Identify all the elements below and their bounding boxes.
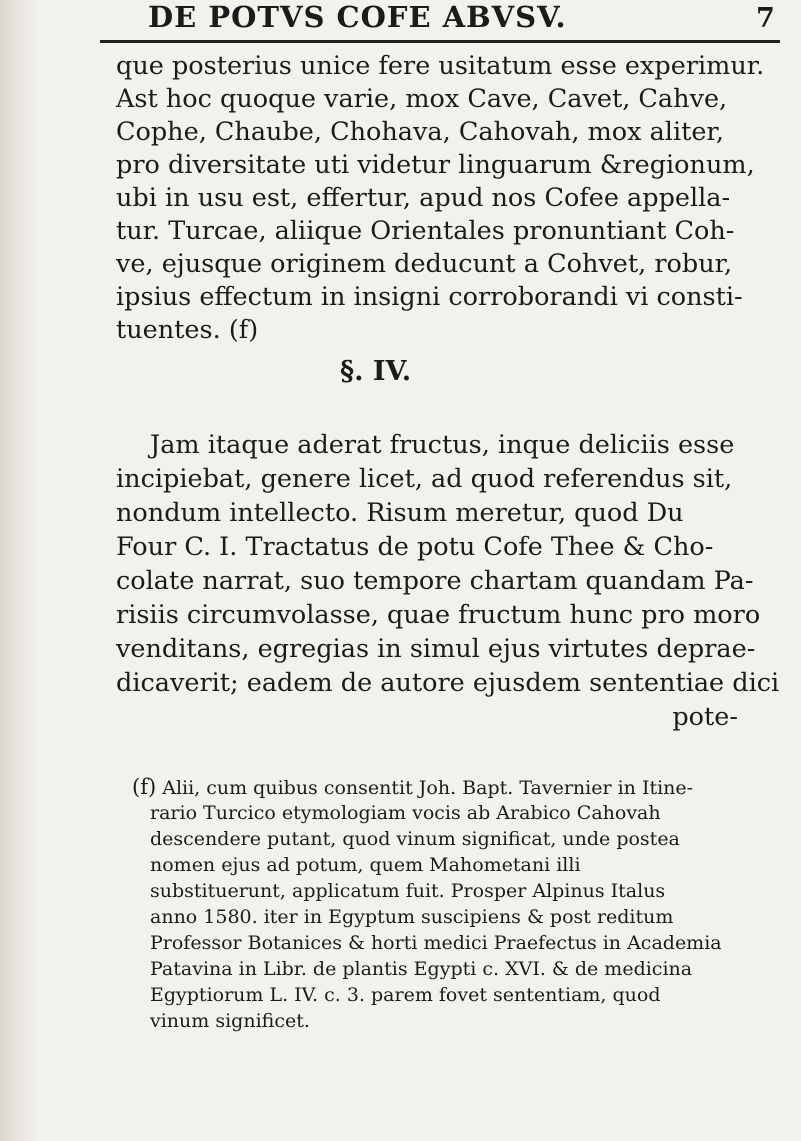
footnote-marker: (f) — [132, 775, 157, 799]
paragraph-1 — [116, 50, 788, 347]
text-line: tuentes. (f) — [116, 315, 259, 345]
text-line: incipiebat, genere licet, ad quod referendus sit, — [116, 464, 733, 494]
footnote — [116, 774, 788, 1034]
section-heading: §. IV. — [340, 356, 412, 387]
text-line: nondum intellecto. Risum meretur, quod Du — [116, 498, 684, 528]
catchword: pote- — [672, 702, 738, 732]
footnote-line: nomen ejus ad potum, quem Mahometani illi — [150, 854, 581, 876]
text-line: Cophe, Chaube, Chohava, Cahovah, mox aliter, — [116, 117, 724, 147]
footnote-line: descendere putant, quod vinum significat, unde postea — [150, 828, 680, 850]
footnote-line: Professor Botanices & horti medici Praefectus in Academia — [150, 932, 722, 954]
header-rule — [100, 40, 780, 43]
text-line: venditans, egregias in simul ejus virtutes deprae- — [116, 634, 756, 664]
footnote-text: Alii, cum quibus consentit Joh. Bapt. Tavernier in Itine- — [162, 777, 694, 799]
text-line: dicaverit; eadem de autore ejusdem sententiae dici — [116, 668, 780, 698]
binding-gutter — [0, 0, 38, 1141]
footnote-line: substituerunt, applicatum fuit. Prosper Alpinus Italus — [150, 880, 666, 902]
text-line: Jam itaque aderat fructus, inque deliciis esse — [150, 430, 735, 460]
footnote-line: rario Turcico etymologiam vocis ab Arabico Cahovah — [150, 802, 661, 824]
footnote-line: Patavina in Libr. de plantis Egypti c. XVI. & de medicina — [150, 958, 693, 980]
footnote-line: Egyptiorum L. IV. c. 3. parem fovet sententiam, quod — [150, 984, 661, 1006]
footnote-line: anno 1580. iter in Egyptum suscipiens & post reditum — [150, 906, 674, 928]
page-number: 7 — [756, 3, 775, 34]
footnote-line — [116, 774, 788, 800]
text-line: ubi in usu est, effertur, apud nos Cofee appella- — [116, 183, 731, 213]
text-line: ipsius effectum in insigni corroborandi vi consti- — [116, 282, 743, 312]
running-title: DE POTVS COFE ABVSV. — [148, 0, 567, 34]
text-line: tur. Turcae, aliique Orientales pronuntiant Coh- — [116, 216, 735, 246]
text-line: colate narrat, suo tempore chartam quandam Pa- — [116, 566, 754, 596]
text-line: que posterius unice fere usitatum esse experimur. — [116, 51, 765, 81]
paragraph-2 — [116, 428, 788, 734]
text-line: ve, ejusque originem deducunt a Cohvet, robur, — [116, 249, 733, 279]
footnote-line: vinum significet. — [150, 1010, 310, 1032]
text-line: risiis circumvolasse, quae fructum hunc pro moro — [116, 600, 761, 630]
text-line: Four C. I. Tractatus de potu Cofe Thee & Cho- — [116, 532, 714, 562]
text-line: pro diversitate uti videtur linguarum &regionum, — [116, 150, 755, 180]
text-line: Ast hoc quoque varie, mox Cave, Cavet, Cahve, — [116, 84, 728, 114]
